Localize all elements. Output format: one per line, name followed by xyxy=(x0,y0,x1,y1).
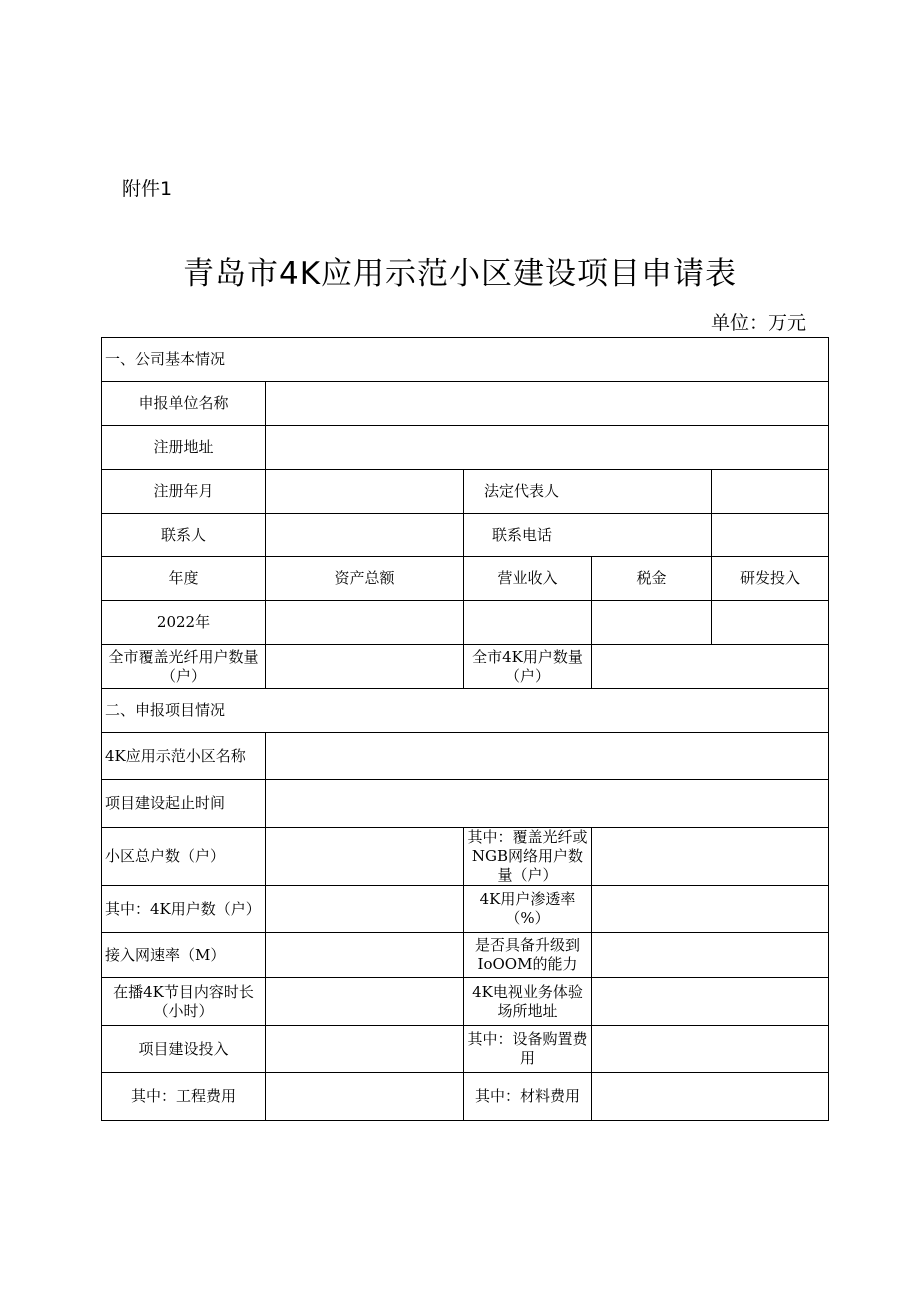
header-year: 年度 xyxy=(102,557,266,601)
label-access-speed: 接入网速率（M） xyxy=(102,933,266,978)
field-total-households[interactable] xyxy=(266,828,464,886)
unit-label: 单位：万元 xyxy=(710,312,806,334)
field-broadcast-hours[interactable] xyxy=(266,978,464,1026)
label-upgrade-ability: 是否具备升级到IoOOM的能力 xyxy=(464,933,592,978)
label-contact-person: 联系人 xyxy=(102,514,266,557)
table-row xyxy=(102,828,829,886)
field-equipment-cost[interactable] xyxy=(592,1026,829,1073)
page-title: 青岛市4K应用示范小区建设项目申请表 xyxy=(182,256,738,292)
header-tax: 税金 xyxy=(592,557,712,601)
table-row xyxy=(102,382,829,426)
table-row xyxy=(102,886,829,933)
table-row xyxy=(102,514,829,557)
label-total-households: 小区总户数（户） xyxy=(102,828,266,886)
field-construction-period[interactable] xyxy=(266,780,829,828)
field-community-name[interactable] xyxy=(266,733,829,780)
label-legal-representative: 法定代表人 xyxy=(464,470,712,514)
table-row xyxy=(102,557,829,601)
label-fiber-users: 全市覆盖光纤用户数量（户） xyxy=(102,645,266,689)
label-engineering-cost: 其中：工程费用 xyxy=(102,1073,266,1121)
field-4k-users-city[interactable] xyxy=(592,645,829,689)
field-access-speed[interactable] xyxy=(266,933,464,978)
label-construction-period: 项目建设起止时间 xyxy=(102,780,266,828)
attachment-label: 附件1 xyxy=(122,178,173,200)
section-heading-company: 一、公司基本情况 xyxy=(102,338,829,382)
field-legal-representative[interactable] xyxy=(712,470,829,514)
label-contact-phone: 联系电话 xyxy=(464,514,712,557)
field-registration-date[interactable] xyxy=(266,470,464,514)
header-rd-investment: 研发投入 xyxy=(712,557,829,601)
field-fiber-ngb-users[interactable] xyxy=(592,828,829,886)
label-experience-venue: 4K电视业务体验场所地址 xyxy=(464,978,592,1026)
field-contact-phone[interactable] xyxy=(712,514,829,557)
table-row xyxy=(102,426,829,470)
label-broadcast-hours: 在播4K节目内容时长（小时） xyxy=(102,978,266,1026)
label-equipment-cost: 其中：设备购置费用 xyxy=(464,1026,592,1073)
field-upgrade-ability[interactable] xyxy=(592,933,829,978)
section-heading-project: 二、申报项目情况 xyxy=(102,689,829,733)
field-fiber-users[interactable] xyxy=(266,645,464,689)
header-revenue: 营业收入 xyxy=(464,557,592,601)
table-row xyxy=(102,1026,829,1073)
field-engineering-cost[interactable] xyxy=(266,1073,464,1121)
label-4k-users: 其中：4K用户数（户） xyxy=(102,886,266,933)
field-construction-investment[interactable] xyxy=(266,1026,464,1073)
label-registration-date: 注册年月 xyxy=(102,470,266,514)
label-material-cost: 其中：材料费用 xyxy=(464,1073,592,1121)
label-community-name: 4K应用示范小区名称 xyxy=(102,733,266,780)
field-revenue[interactable] xyxy=(464,601,592,645)
table-row xyxy=(102,978,829,1026)
label-4k-users-city: 全市4K用户数量（户） xyxy=(464,645,592,689)
application-form-table xyxy=(101,337,829,1121)
header-total-assets: 资产总额 xyxy=(266,557,464,601)
section-row xyxy=(102,338,829,382)
table-row xyxy=(102,733,829,780)
field-4k-penetration[interactable] xyxy=(592,886,829,933)
value-year: 2022年 xyxy=(102,601,266,645)
field-registered-address[interactable] xyxy=(266,426,829,470)
section-row xyxy=(102,689,829,733)
field-contact-person[interactable] xyxy=(266,514,464,557)
label-construction-investment: 项目建设投入 xyxy=(102,1026,266,1073)
field-rd-investment[interactable] xyxy=(712,601,829,645)
label-applicant-name: 申报单位名称 xyxy=(102,382,266,426)
table-row xyxy=(102,645,829,689)
field-4k-users[interactable] xyxy=(266,886,464,933)
label-registered-address: 注册地址 xyxy=(102,426,266,470)
table-row xyxy=(102,933,829,978)
table-row xyxy=(102,1073,829,1121)
field-tax[interactable] xyxy=(592,601,712,645)
field-experience-venue[interactable] xyxy=(592,978,829,1026)
table-row xyxy=(102,601,829,645)
field-applicant-name[interactable] xyxy=(266,382,829,426)
field-total-assets[interactable] xyxy=(266,601,464,645)
field-material-cost[interactable] xyxy=(592,1073,829,1121)
table-row xyxy=(102,470,829,514)
label-4k-penetration: 4K用户渗透率（%） xyxy=(464,886,592,933)
label-fiber-ngb-users: 其中：覆盖光纤或NGB网络用户数量（户） xyxy=(464,828,592,886)
table-row xyxy=(102,780,829,828)
